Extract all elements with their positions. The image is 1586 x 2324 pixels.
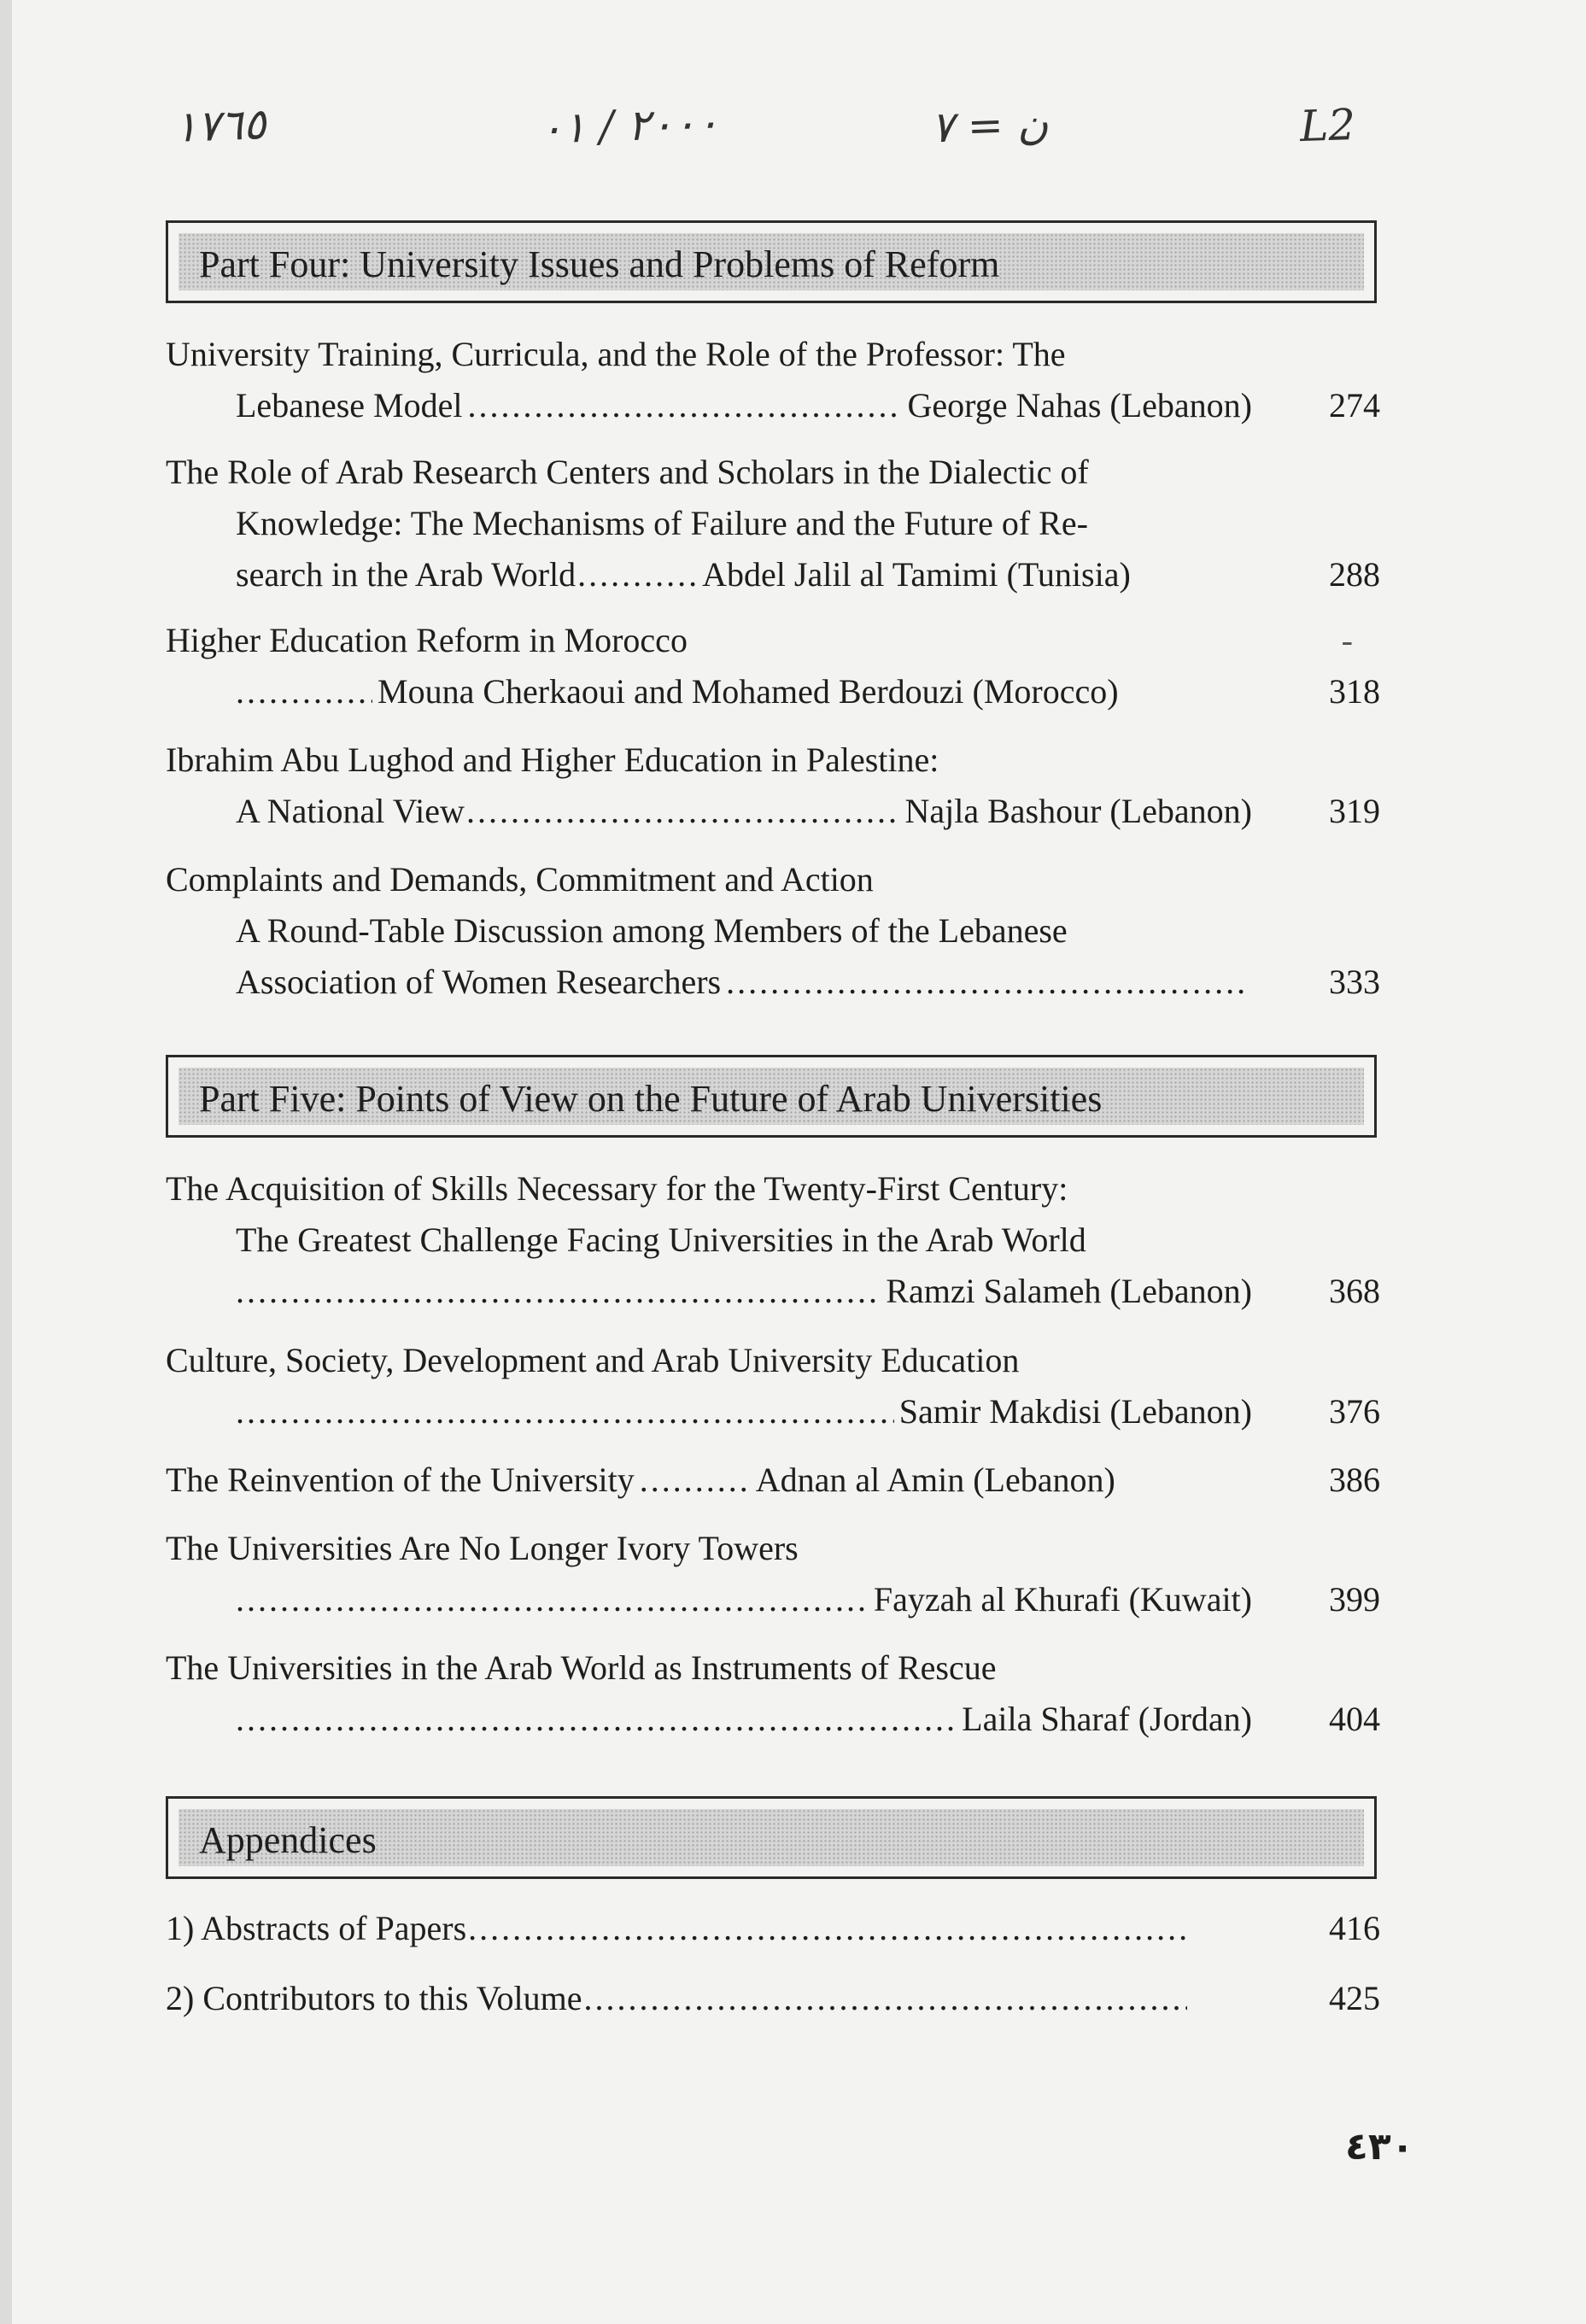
toc-entry — [166, 1523, 1380, 1625]
part-five-header — [166, 1055, 1377, 1138]
entry-author: Samir Makdisi (Lebanon) — [898, 1392, 1252, 1431]
entry-title-line: University Training, Curricula, and the Role of the Professor: The — [166, 335, 1066, 373]
leader-dots — [468, 1903, 1187, 1954]
entry-title-line: The Greatest Challenge Facing Universities in the Arab World — [236, 1221, 1086, 1259]
entry-title-end: 1) Abstracts of Papers — [166, 1909, 467, 1947]
page-number: 425 — [1329, 1979, 1380, 2017]
entry-author: Adnan al Amin (Lebanon) — [755, 1461, 1115, 1499]
page-number: 416 — [1329, 1909, 1380, 1947]
leader-dots — [640, 1455, 751, 1506]
entry-title-line: Higher Education Reform in Morocco — [166, 621, 688, 659]
entry-title-end: 2) Contributors to this Volume — [166, 1979, 582, 2017]
handwritten-note-2: ٢٠٠٠ / ٠١ — [539, 97, 720, 154]
page-number: 368 — [1329, 1272, 1380, 1310]
leader-dots — [236, 1694, 957, 1745]
entry-title-line: A Round-Table Discussion among Members of the Lebanese — [236, 911, 1068, 950]
leader-dots — [583, 1973, 1187, 2024]
entry-final-line — [166, 1973, 1380, 2024]
page-number: 274 — [1329, 386, 1380, 424]
leader-dots — [467, 380, 902, 431]
entry-title-line: The Universities in the Arab World as Instruments of Rescue — [166, 1648, 997, 1687]
entry-author: George Nahas (Lebanon) — [907, 386, 1252, 424]
page-number: 404 — [1329, 1700, 1380, 1738]
toc-entry — [166, 1973, 1380, 2024]
toc-entry — [166, 1335, 1380, 1437]
toc-entry — [166, 854, 1380, 1008]
entry-final-line — [166, 1266, 1380, 1317]
page-number: 333 — [1329, 963, 1380, 1001]
entry-title-line: The Universities Are No Longer Ivory Towers — [166, 1529, 799, 1567]
leader-dots — [236, 1574, 869, 1625]
part-four-header — [166, 220, 1377, 303]
section-title: Appendices — [178, 1809, 1364, 1866]
toc-entry — [166, 329, 1380, 431]
page-number: 376 — [1329, 1392, 1380, 1431]
page-number: 318 — [1329, 672, 1380, 711]
folio-page-number: ٤٣٠ — [1345, 2125, 1414, 2169]
entry-title-line: Complaints and Demands, Commitment and Action — [166, 860, 874, 899]
margin-mark: - — [1341, 621, 1353, 659]
entry-author: Najla Bashour (Lebanon) — [904, 792, 1252, 830]
entry-title-line: Culture, Society, Development and Arab University Education — [166, 1341, 1020, 1379]
toc-entry — [166, 615, 1380, 717]
entry-final-line — [166, 1455, 1380, 1506]
entry-author: Laila Sharaf (Jordan) — [962, 1700, 1252, 1738]
entry-final-line — [166, 1386, 1380, 1437]
entry-title-end: Lebanese Model — [236, 386, 463, 424]
page-number: 319 — [1329, 792, 1380, 830]
handwritten-note-3: ن = ٧ — [930, 98, 1050, 153]
toc-entry — [166, 1903, 1380, 1954]
leader-dots — [577, 549, 697, 600]
section-title: Part Four: University Issues and Problems of Reform — [178, 233, 1364, 290]
section-title: Part Five: Points of View on the Future of Arab Universities — [178, 1068, 1364, 1125]
handwritten-note-4: L2 — [1299, 99, 1357, 152]
page-number: 386 — [1329, 1461, 1380, 1499]
entry-author: Mouna Cherkaoui and Mohamed Berdouzi (Morocco) — [377, 672, 1119, 711]
leader-dots — [466, 786, 900, 837]
entry-final-line — [166, 666, 1380, 717]
entry-title-end: The Reinvention of the University — [166, 1461, 635, 1499]
entry-final-line — [166, 786, 1380, 837]
entry-author: Ramzi Salameh (Lebanon) — [886, 1272, 1252, 1310]
leader-dots — [236, 1266, 881, 1317]
toc-entry — [166, 1163, 1380, 1317]
entry-title-line: Knowledge: The Mechanisms of Failure and the Future of Re- — [236, 504, 1088, 542]
appendices-header — [166, 1796, 1377, 1879]
toc-entry — [166, 1455, 1380, 1506]
toc-entry — [166, 447, 1380, 600]
entry-author: Fayzah al Khurafi (Kuwait) — [873, 1580, 1252, 1619]
entry-final-line — [166, 1903, 1380, 1954]
entry-final-line — [166, 957, 1380, 1008]
entry-final-line — [166, 380, 1380, 431]
leader-dots — [236, 1386, 894, 1437]
entry-title-end: search in the Arab World — [236, 555, 576, 594]
handwritten-note-1: ١٧٦٥ — [173, 99, 267, 152]
leader-dots — [236, 666, 372, 717]
page-number: 399 — [1329, 1580, 1380, 1619]
entry-final-line — [166, 1574, 1380, 1625]
entry-final-line — [166, 1694, 1380, 1745]
entry-title-line: The Role of Arab Research Centers and Scholars in the Dialectic of — [166, 453, 1089, 491]
leader-dots — [726, 957, 1247, 1008]
scan-edge — [0, 0, 12, 2324]
entry-title-line: Ibrahim Abu Lughod and Higher Education in Palestine: — [166, 741, 939, 779]
entry-title-end: A National View — [236, 792, 465, 830]
entry-title-end: Association of Women Researchers — [236, 963, 722, 1001]
toc-entry — [166, 735, 1380, 837]
toc-entry — [166, 1642, 1380, 1745]
page-number: 288 — [1329, 555, 1380, 594]
entry-final-line — [166, 549, 1380, 600]
entry-author: Abdel Jalil al Tamimi (Tunisia) — [702, 555, 1131, 594]
entry-title-line: The Acquisition of Skills Necessary for the Twenty-First Century: — [166, 1169, 1068, 1208]
